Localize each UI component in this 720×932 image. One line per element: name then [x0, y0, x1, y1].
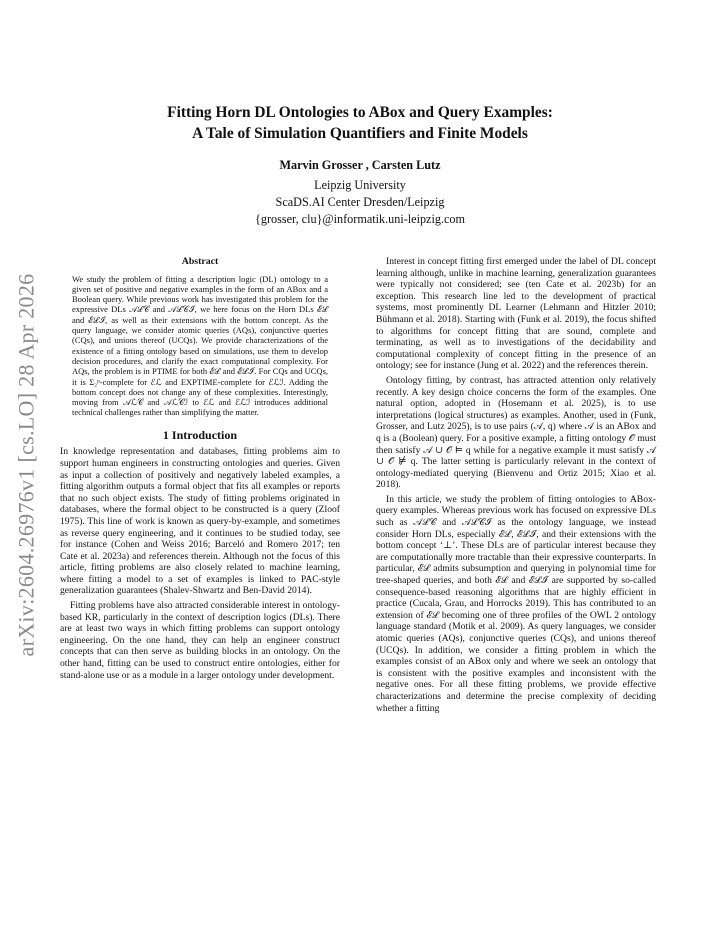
affiliations	[60, 177, 660, 228]
abstract-heading: Abstract	[181, 256, 219, 267]
title-line-2: A Tale of Simulation Quantifiers and Finite Models	[192, 125, 528, 142]
introduction-heading: 1 Introduction	[162, 427, 238, 442]
title-line-1: Fitting Horn DL Ontologies to ABox and Query Examples:	[167, 104, 553, 121]
arxiv-identifier: arXiv:2604.26976v1 [cs.LO] 28 Apr 2026	[13, 273, 39, 657]
intro-paragraph-1: In knowledge representation and databases, fitting problems aim to support human engineers in constructing ontologies and queries. Given as input a collection of positively and negatively labeled examples, a fitting algorithm outputs a formal object that fits all examples or reports that no such object exists. The study of fitting problems originated in databases, where the formal object to be constructed is a query (Zloof 1975). This line of work is known as query-by-example, and sometimes as reverse query engineering, and it continues to be studied today, see for instance (Cohen and Weiss 2016; Barceló and Romero 2017; ten Cate et al. 2023a) and references therein. Although not the focus of this article, fitting problems are also closely related to machine learning, where fitting a model to a set of examples is linked to PAC-style generalization guarantees (Shalev-Shwartz and Ben-David 2014).	[60, 446, 340, 597]
affiliation-1: Leipzig University	[314, 178, 406, 192]
paper-title	[60, 102, 660, 144]
right-column	[376, 256, 656, 714]
arxiv-watermark	[6, 250, 46, 680]
right-paragraph-2: Ontology fitting, by contrast, has attracted attention only relatively recently. A key design choice concerns the form of the examples. One natural option, adopted in (Hosemann et al. 2025), is to use interpretations (logical structures) as examples. Another, used in (Funk, Grosser, and Lutz 2025), is to use pairs (𝒜, q) where 𝒜 is an ABox and q is a (Boolean) query. For a positive example, a fitting ontology 𝒪 must then satisfy 𝒜 ∪ 𝒪 ⊨ q while for a negative example it must satisfy 𝒜 ∪ 𝒪 ⊭ q. The latter setting is particularly relevant in the context of ontology-mediated querying (Bienvenu and Ortiz 2015; Xiao et al. 2018).	[376, 374, 656, 491]
affiliation-2: ScaDS.AI Center Dresden/Leipzig	[275, 195, 445, 209]
author-list: Marvin Grosser , Carsten Lutz	[279, 158, 441, 172]
intro-paragraph-2: Fitting problems have also attracted considerable interest in ontology-based KR, particularly in the context of description logics (DLs). There are at least two ways in which fitting problems can support ontology engineering. On the one hand, they can help an engineer construct concepts that can then serve as building blocks in an ontology. On the other hand, fitting can be used to construct entire ontologies, either for stand-alone use or as a module in a larger ontology under development.	[60, 600, 340, 681]
paper-header	[60, 102, 660, 228]
abstract-text: We study the problem of fitting a description logic (DL) ontology to a given set of positive and negative examples in the form of an ABox and a Boolean query. While previous work has investigated this problem for the expressive DLs 𝒜ℒ𝒞 and 𝒜ℒ𝒞ℐ, we here focus on the Horn DLs ℰℒ and ℰℒℐ, as well as their extensions with the bottom concept. As the query language, we consider atomic queries (AQs), conjunctive queries (CQs), and unions thereof (UCQs). We provide characterizations of the existence of a fitting ontology based on simulations, use them to develop decision procedures, and clarify the exact computational complexity. For AQs, the problem is in PTIME for both ℰℒ and ℰℒℐ. For CQs and UCQs, it is Σ₂ᵖ-complete for ℰℒ and EXPTIME-complete for ℰℒℐ. Adding the bottom concept does not change any of these complexities. Interestingly, moving from 𝒜ℒ𝒞 and 𝒜ℒ𝒞ℐ to ℰℒ and ℰℒℐ introduces additional technical challenges rather than simplifying the matter.	[72, 273, 328, 418]
right-paragraph-1: Interest in concept fitting first emerged under the label of DL concept learning although, unlike in machine learning, generalization guarantees were typically not considered; see (ten Cate et al. 2023b) for an exception. This research line led to the development of practical systems, most prominently DL Learner (Lehmann and Hitzler 2010; Bühmann et al. 2018). Starting with (Funk et al. 2019), the focus shifted to algorithms for concept fitting that are sound, complete and terminating, as well as to investigations of the decidability and computational complexity of concept fitting in the presence of an ontology; see for instance (Jung et al. 2022) and the references therein.	[376, 256, 656, 372]
right-paragraph-3: In this article, we study the problem of fitting ontologies to ABox-query examples. Whereas previous work has focused on expressive DLs such as 𝒜ℒ𝒞 and 𝒜ℒ𝒞ℐ as the ontology language, we instead consider Horn DLs, especially ℰℒ, ℰℒℐ, and their extensions with the bottom concept ‘⊥’. These DLs are of particular interest because they are computationally more tractable than their expressive counterparts. In particular, ℰℒ admits subsumption and querying in polynomial time for tree-shaped queries, and both ℰℒ and ℰℒℐ are supported by so-called consequence-based reasoning algorithms that are highly efficient in practice (Cucala, Grau, and Horrocks 2019). This has contributed to an extension of ℰℒ becoming one of three profiles of the OWL 2 ontology language standard (Motik et al. 2009). As query languages, we consider atomic queries (AQs), conjunctive queries (CQs), and unions thereof (UCQs). In addition, we consider a fitting problem in which the examples consist of an ABox only and where we seek an ontology that is consistent with the positive examples and inconsistent with the negative ones. For all these fitting problems, we provide effective characterizations and determine the precise complexity of deciding whether a fitting	[376, 493, 656, 714]
author-email: {grosser, clu}@informatik.uni-leipzig.com	[255, 212, 465, 226]
left-column	[60, 256, 340, 681]
